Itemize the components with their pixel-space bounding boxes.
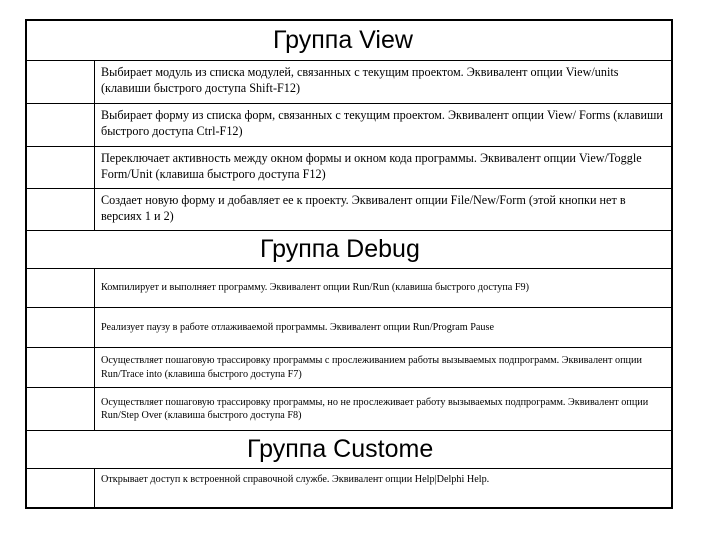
- row-description: Реализует паузу в работе отлаживаемой программы. Эквивалент опции Run/Program Pause: [101, 321, 494, 333]
- row-description: Осуществляет пошаговую трассировку программы, но не прослеживает работу вызываемых подпрограмм. Эквивалент опции Run/Step Over (клавиша быстрого доступа F8): [101, 396, 649, 421]
- button-icon-cell: [27, 104, 95, 146]
- table-row: [27, 348, 671, 388]
- toolbar-reference-table: [25, 19, 673, 509]
- table-row: [27, 147, 671, 189]
- button-icon-cell: [27, 189, 95, 230]
- row-description: Выбирает форму из списка форм, связанных с текущим проектом. Эквивалент опции View/ Forms (клавиши быстрого доступа Ctrl-F12): [101, 108, 663, 138]
- row-description: Открывает доступ к встроенной справочной службе. Эквивалент опции Help|Delphi Help.: [101, 474, 490, 485]
- table-row: [27, 469, 671, 507]
- group-custome-header: [27, 431, 671, 469]
- row-description: Выбирает модуль из списка модулей, связанных с текущим проектом. Эквивалент опции View/units (клавиши быстрого доступа Shift-F12): [101, 65, 619, 95]
- button-icon-cell: [27, 308, 95, 347]
- table-row: [27, 61, 671, 104]
- row-description: Создает новую форму и добавляет ее к проекту. Эквивалент опции File/New/Form (этой кнопки нет в версиях 1 и 2): [101, 193, 626, 223]
- group-debug-title: Группа Debug: [260, 235, 420, 263]
- group-view-title: Группа View: [273, 26, 413, 54]
- table-row: [27, 189, 671, 231]
- group-custome-title: Группа Custome: [247, 435, 434, 463]
- button-icon-cell: [27, 469, 95, 507]
- button-icon-cell: [27, 388, 95, 430]
- button-icon-cell: [27, 61, 95, 103]
- table-row: [27, 308, 671, 348]
- row-description: Переключает активность между окном формы и окном кода программы. Эквивалент опции View/Toggle Form/Unit (клавиша быстрого доступа F12): [101, 151, 642, 181]
- row-description: Компилирует и выполняет программу. Эквивалент опции Run/Run (клавиша быстрого доступа F9): [101, 282, 530, 294]
- button-icon-cell: [27, 348, 95, 387]
- button-icon-cell: [27, 147, 95, 188]
- group-debug-header: [27, 231, 671, 269]
- button-icon-cell: [27, 269, 95, 307]
- group-view-header: [27, 21, 671, 61]
- table-row: [27, 104, 671, 147]
- table-row: [27, 269, 671, 308]
- row-description: Осуществляет пошаговую трассировку программы с прослеживанием работы вызываемых подпрограмм. Эквивалент опции Run/Trace into (клавиша быстрого доступа F7): [101, 355, 642, 380]
- table-row: [27, 388, 671, 431]
